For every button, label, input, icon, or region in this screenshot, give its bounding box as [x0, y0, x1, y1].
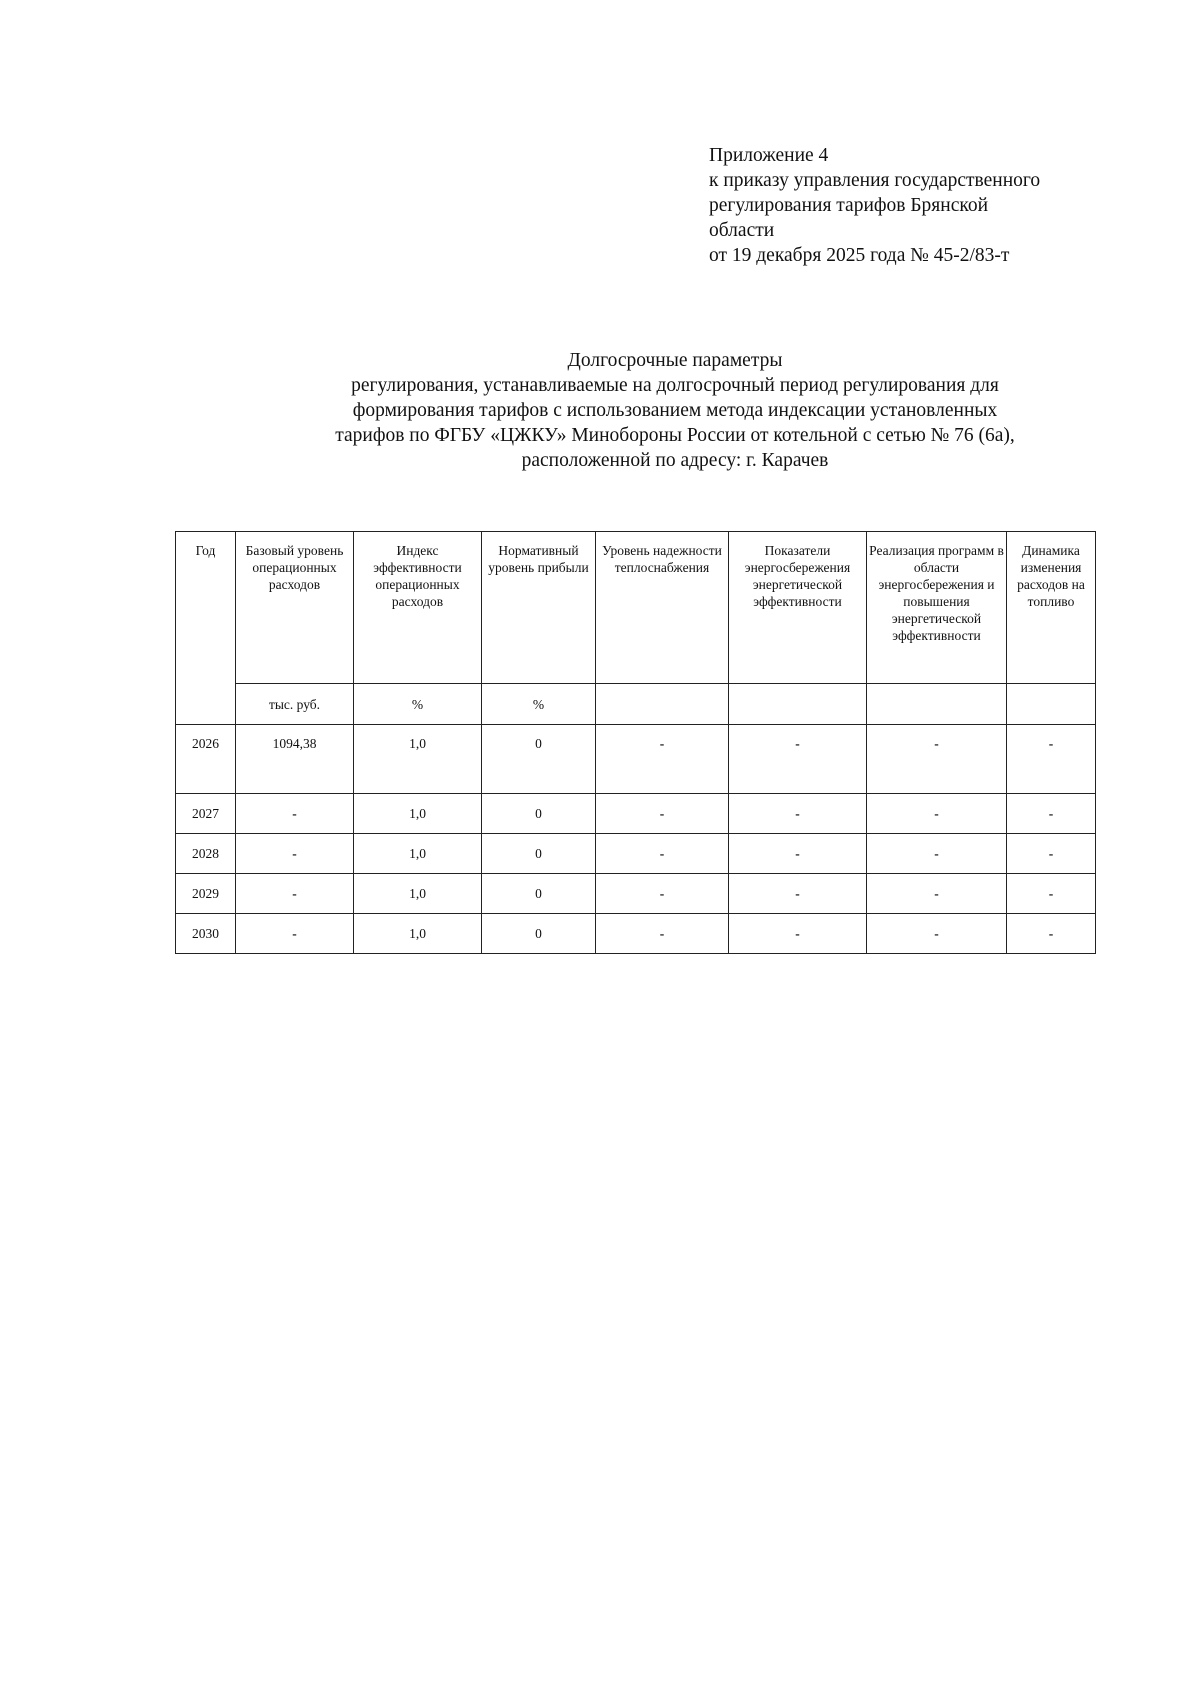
- appendix-line: от 19 декабря 2025 года № 45-2/83-т: [709, 245, 1010, 266]
- data-cell: 1,0: [354, 874, 482, 914]
- header-cell-profit-level: Нормативный уровень прибыли: [482, 532, 596, 684]
- data-cell: 1094,38: [236, 725, 354, 794]
- table-row: [176, 914, 1096, 954]
- year-cell: 2030: [176, 914, 236, 954]
- data-cell: 0: [482, 794, 596, 834]
- data-cell: -: [1007, 725, 1096, 794]
- data-cell: -: [596, 874, 729, 914]
- unit-cell: [729, 684, 867, 725]
- data-cell: -: [1007, 794, 1096, 834]
- data-cell: 0: [482, 834, 596, 874]
- data-cell: 0: [482, 914, 596, 954]
- data-cell: -: [236, 834, 354, 874]
- header-cell-year: Год: [176, 532, 236, 725]
- table-row: [176, 794, 1096, 834]
- data-cell: -: [236, 874, 354, 914]
- unit-cell: %: [354, 684, 482, 725]
- appendix-line: к приказу управления государственного: [709, 170, 1041, 191]
- table-units-row: [176, 684, 1096, 725]
- table-row: [176, 834, 1096, 874]
- document-title: [160, 348, 1190, 473]
- data-cell: -: [596, 794, 729, 834]
- header-cell-reliability: Уровень надежности теплоснабжения: [596, 532, 729, 684]
- unit-cell: [1007, 684, 1096, 725]
- data-cell: 1,0: [354, 914, 482, 954]
- year-cell: 2027: [176, 794, 236, 834]
- data-cell: -: [236, 914, 354, 954]
- data-cell: -: [729, 794, 867, 834]
- header-cell-base-opex: Базовый уровень операционных расходов: [236, 532, 354, 684]
- title-line: регулирования, устанавливаемые на долгосрочный период регулирования для: [351, 375, 999, 396]
- data-cell: -: [596, 725, 729, 794]
- data-cell: -: [596, 914, 729, 954]
- data-cell: -: [867, 874, 1007, 914]
- data-cell: 0: [482, 725, 596, 794]
- data-cell: -: [729, 725, 867, 794]
- parameters-table: [175, 531, 1096, 954]
- data-cell: -: [867, 914, 1007, 954]
- data-cell: -: [1007, 874, 1096, 914]
- year-cell: 2028: [176, 834, 236, 874]
- data-cell: -: [1007, 834, 1096, 874]
- data-cell: -: [867, 834, 1007, 874]
- data-cell: 1,0: [354, 725, 482, 794]
- data-cell: -: [1007, 914, 1096, 954]
- data-cell: -: [729, 914, 867, 954]
- appendix-line: области: [709, 220, 775, 241]
- data-cell: -: [867, 794, 1007, 834]
- appendix-line: регулирования тарифов Брянской: [709, 195, 989, 216]
- title-line: Долгосрочные параметры: [567, 350, 783, 371]
- unit-cell: [867, 684, 1007, 725]
- header-cell-programs: Реализация программ в области энергосбережения и повышения энергетической эффективности: [867, 532, 1007, 684]
- title-line: формирования тарифов с использованием метода индексации установленных: [352, 400, 998, 421]
- table-row: [176, 725, 1096, 794]
- unit-cell: тыс. руб.: [236, 684, 354, 725]
- year-cell: 2026: [176, 725, 236, 794]
- header-cell-efficiency-index: Индекс эффективности операционных расходов: [354, 532, 482, 684]
- unit-cell: [596, 684, 729, 725]
- title-line: тарифов по ФГБУ «ЦЖКУ» Минобороны России от котельной с сетью № 76 (6а),: [335, 425, 1015, 446]
- title-line: расположенной по адресу: г. Карачев: [521, 450, 829, 471]
- data-cell: 1,0: [354, 794, 482, 834]
- data-cell: 1,0: [354, 834, 482, 874]
- year-cell: 2029: [176, 874, 236, 914]
- appendix-reference: [709, 143, 1149, 268]
- data-cell: -: [729, 874, 867, 914]
- appendix-line: Приложение 4: [709, 145, 829, 166]
- table-header-row: [176, 532, 1096, 684]
- header-cell-energy-saving: Показатели энергосбережения энергетической эффективности: [729, 532, 867, 684]
- header-cell-fuel-dynamics: Динамика изменения расходов на топливо: [1007, 532, 1096, 684]
- table-row: [176, 874, 1096, 914]
- data-cell: -: [867, 725, 1007, 794]
- data-cell: 0: [482, 874, 596, 914]
- unit-cell: %: [482, 684, 596, 725]
- data-cell: -: [236, 794, 354, 834]
- data-cell: -: [729, 834, 867, 874]
- data-cell: -: [596, 834, 729, 874]
